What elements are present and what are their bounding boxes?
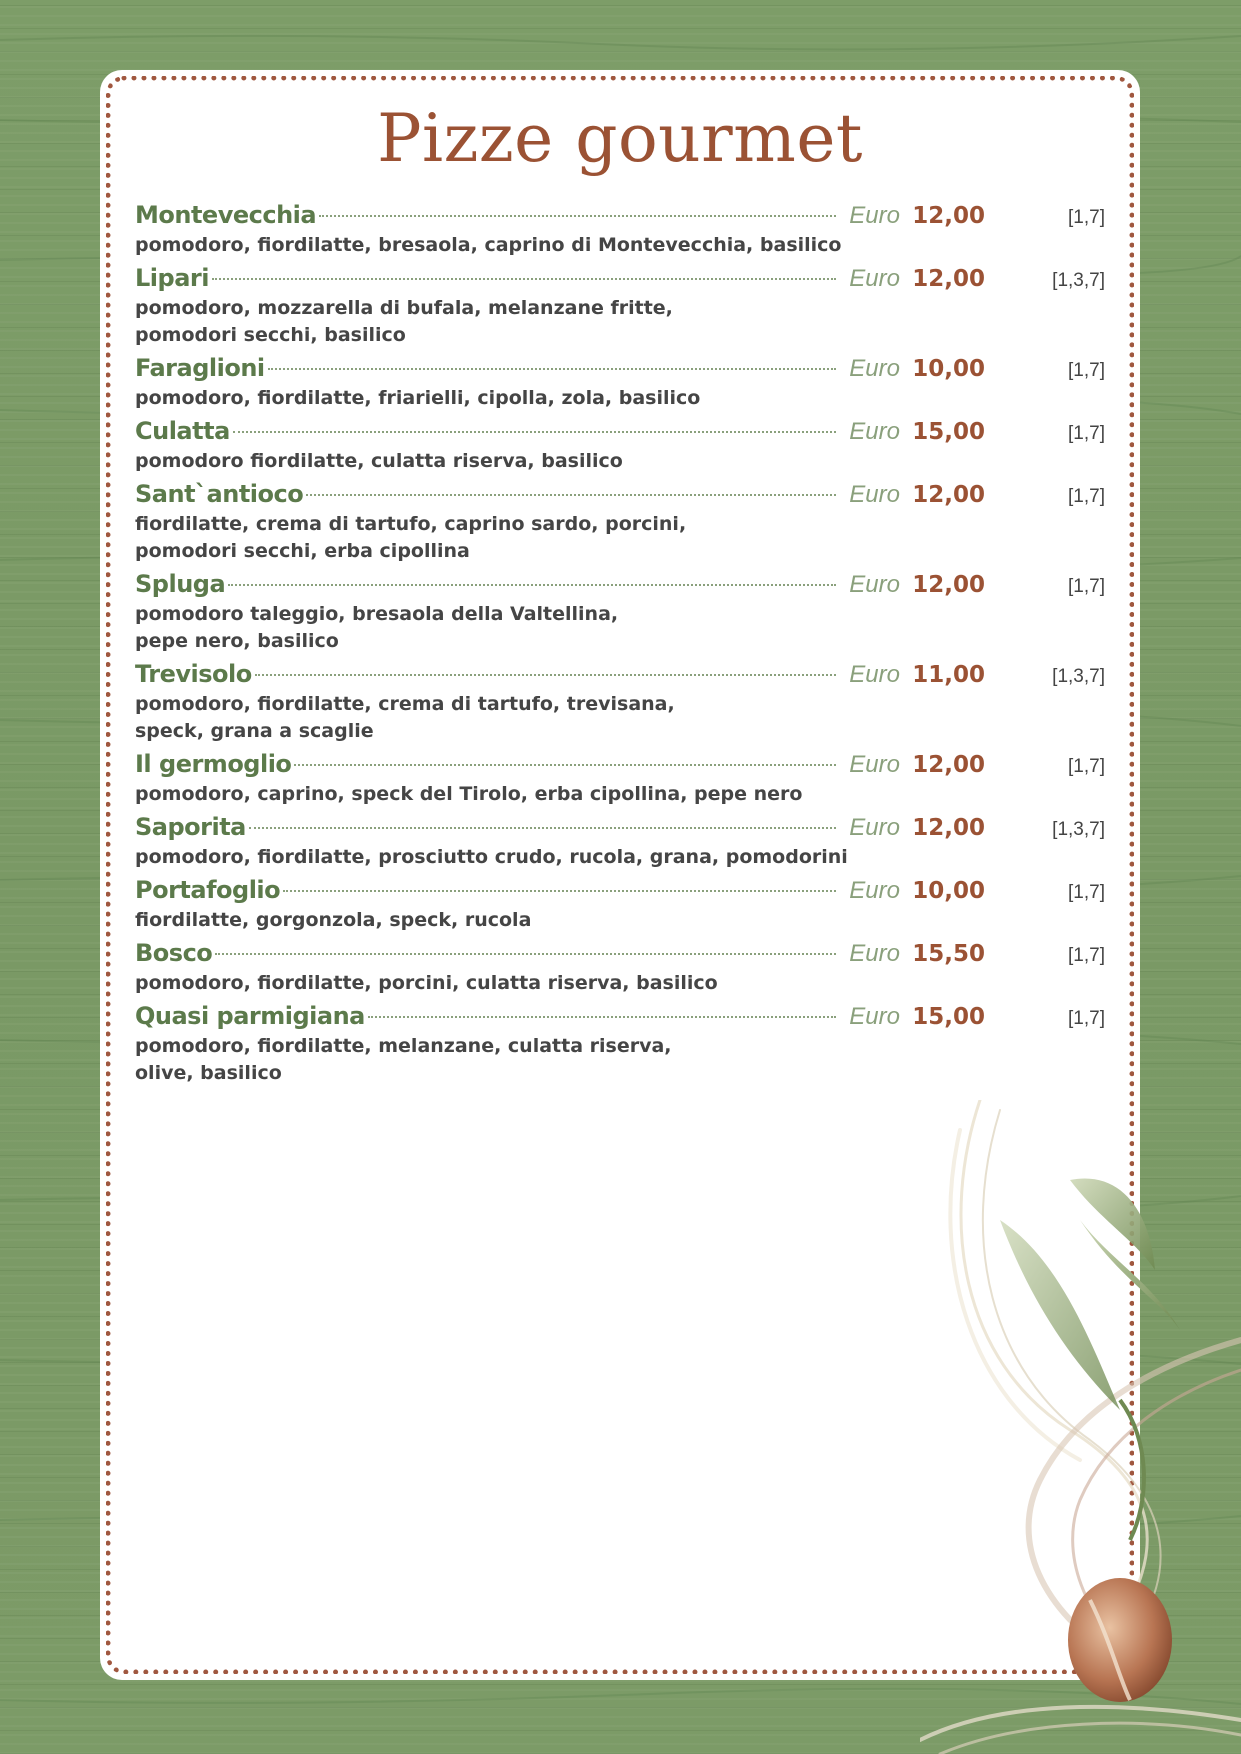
allergen-codes: [1,3,7] xyxy=(1052,819,1105,840)
pizza-ingredients xyxy=(135,385,855,412)
pizza-name: Saporita xyxy=(135,813,246,841)
ingredients-line: pomodori secchi, basilico xyxy=(135,324,406,346)
pizza-price: 15,00 xyxy=(912,419,985,445)
menu-item xyxy=(135,353,1105,412)
pizza-price: 15,00 xyxy=(912,1004,985,1030)
ingredients-line: pomodoro, fiordilatte, porcini, culatta riserva, basilico xyxy=(135,972,718,994)
dotted-leader xyxy=(319,215,836,217)
allergen-codes: [1,7] xyxy=(1068,1008,1105,1029)
menu-item xyxy=(135,749,1105,808)
leaf-swirl-decoration xyxy=(920,1100,1241,1754)
ingredients-line: olive, basilico xyxy=(135,1062,282,1084)
allergen-codes: [1,7] xyxy=(1068,207,1105,228)
currency-label: Euro xyxy=(849,814,900,841)
menu-item-row xyxy=(135,749,1105,779)
pizza-ingredients xyxy=(135,1033,855,1087)
pizza-name: Portafoglio xyxy=(135,876,281,904)
ingredients-line: pepe nero, basilico xyxy=(135,630,339,652)
pizza-name: Trevisolo xyxy=(135,660,252,688)
pizza-price: 12,00 xyxy=(912,815,985,841)
menu-item-row xyxy=(135,263,1105,293)
pizza-name: Bosco xyxy=(135,939,213,967)
allergen-codes: [1,7] xyxy=(1068,360,1105,381)
ingredients-line: pomodoro, fiordilatte, friarielli, cipolla, zola, basilico xyxy=(135,387,701,409)
dotted-leader xyxy=(268,368,836,370)
pizza-price: 10,00 xyxy=(912,878,985,904)
menu-item xyxy=(135,569,1105,655)
pizza-ingredients xyxy=(135,970,855,997)
allergen-codes: [1,7] xyxy=(1068,756,1105,777)
currency-label: Euro xyxy=(849,751,900,778)
menu-item xyxy=(135,416,1105,475)
menu-item-row xyxy=(135,659,1105,689)
ingredients-line: pomodoro fiordilatte, culatta riserva, basilico xyxy=(135,450,623,472)
pizza-ingredients xyxy=(135,232,855,259)
ingredients-line: speck, grana a scaglie xyxy=(135,720,374,742)
menu-list xyxy=(135,200,1105,1091)
pizza-name: Montevecchia xyxy=(135,201,317,229)
currency-label: Euro xyxy=(849,265,900,292)
currency-label: Euro xyxy=(849,877,900,904)
menu-item xyxy=(135,1001,1105,1087)
menu-item-row xyxy=(135,812,1105,842)
pizza-ingredients xyxy=(135,601,855,655)
dotted-leader xyxy=(306,494,836,496)
dotted-leader xyxy=(368,1016,836,1018)
pizza-name: Quasi parmigiana xyxy=(135,1002,365,1030)
menu-item xyxy=(135,812,1105,871)
dotted-leader xyxy=(228,584,836,586)
dotted-leader xyxy=(283,890,836,892)
menu-item xyxy=(135,659,1105,745)
ingredients-line: pomodori secchi, erba cipollina xyxy=(135,540,470,562)
pizza-price: 12,00 xyxy=(912,203,985,229)
menu-item-row xyxy=(135,938,1105,968)
ingredients-line: pomodoro, mozzarella di bufala, melanzane fritte, xyxy=(135,297,673,319)
pizza-price: 11,00 xyxy=(912,662,985,688)
menu-item xyxy=(135,263,1105,349)
pizza-price: 15,50 xyxy=(912,941,985,967)
pizza-name: Lipari xyxy=(135,264,209,292)
allergen-codes: [1,7] xyxy=(1068,576,1105,597)
allergen-codes: [1,3,7] xyxy=(1052,666,1105,687)
pizza-name: Spluga xyxy=(135,570,226,598)
menu-item-row xyxy=(135,200,1105,230)
currency-label: Euro xyxy=(849,418,900,445)
allergen-codes: [1,7] xyxy=(1068,882,1105,903)
pizza-ingredients xyxy=(135,907,855,934)
pizza-name: Culatta xyxy=(135,417,230,445)
pizza-price: 12,00 xyxy=(912,482,985,508)
pizza-ingredients xyxy=(135,511,855,565)
allergen-codes: [1,7] xyxy=(1068,945,1105,966)
pizza-name: Il germoglio xyxy=(135,750,292,778)
pizza-price: 12,00 xyxy=(912,266,985,292)
menu-item-row xyxy=(135,479,1105,509)
dotted-leader xyxy=(215,953,836,955)
ingredients-line: pomodoro, fiordilatte, bresaola, caprino di Montevecchia, basilico xyxy=(135,234,842,256)
ingredients-line: pomodoro, caprino, speck del Tirolo, erba cipollina, pepe nero xyxy=(135,783,803,805)
pizza-ingredients xyxy=(135,295,855,349)
allergen-codes: [1,3,7] xyxy=(1052,270,1105,291)
pizza-price: 12,00 xyxy=(912,752,985,778)
currency-label: Euro xyxy=(849,202,900,229)
menu-item xyxy=(135,938,1105,997)
pizza-ingredients xyxy=(135,844,855,871)
dotted-leader xyxy=(233,431,836,433)
pizza-ingredients xyxy=(135,691,855,745)
pizza-price: 12,00 xyxy=(912,572,985,598)
pizza-price: 10,00 xyxy=(912,356,985,382)
dotted-leader xyxy=(255,674,836,676)
pizza-ingredients xyxy=(135,781,855,808)
pizza-ingredients xyxy=(135,448,855,475)
currency-label: Euro xyxy=(849,355,900,382)
menu-item-row xyxy=(135,1001,1105,1031)
menu-item-row xyxy=(135,569,1105,599)
currency-label: Euro xyxy=(849,1003,900,1030)
pizza-name: Sant`antioco xyxy=(135,480,304,508)
menu-item xyxy=(135,479,1105,565)
ingredients-line: pomodoro, fiordilatte, melanzane, culatta riserva, xyxy=(135,1035,672,1057)
allergen-codes: [1,7] xyxy=(1068,423,1105,444)
menu-item xyxy=(135,875,1105,934)
ingredients-line: pomodoro, fiordilatte, prosciutto crudo, rucola, grana, pomodorini xyxy=(135,846,848,868)
page-title: Pizze gourmet xyxy=(377,100,863,177)
allergen-codes: [1,7] xyxy=(1068,486,1105,507)
menu-item-row xyxy=(135,416,1105,446)
currency-label: Euro xyxy=(849,661,900,688)
currency-label: Euro xyxy=(849,940,900,967)
ingredients-line: fiordilatte, crema di tartufo, caprino sardo, porcini, xyxy=(135,513,687,535)
ingredients-line: pomodoro taleggio, bresaola della Valtellina, xyxy=(135,603,619,625)
currency-label: Euro xyxy=(849,481,900,508)
dotted-leader xyxy=(212,278,836,280)
pizza-name: Faraglioni xyxy=(135,354,265,382)
menu-item-row xyxy=(135,875,1105,905)
menu-item xyxy=(135,200,1105,259)
ingredients-line: pomodoro, fiordilatte, crema di tartufo, trevisana, xyxy=(135,693,675,715)
dotted-leader xyxy=(294,764,836,766)
dotted-leader xyxy=(249,827,836,829)
ingredients-line: fiordilatte, gorgonzola, speck, rucola xyxy=(135,909,532,931)
currency-label: Euro xyxy=(849,571,900,598)
menu-item-row xyxy=(135,353,1105,383)
